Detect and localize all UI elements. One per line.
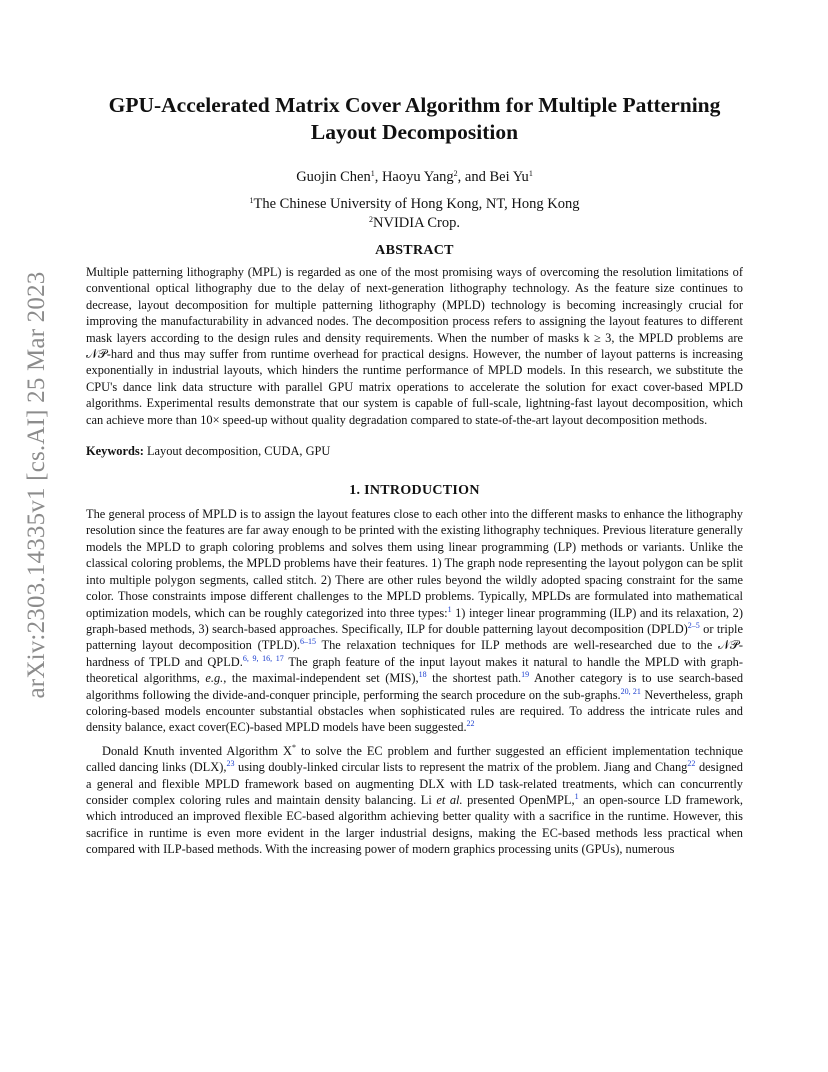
citation-link[interactable]: 1 — [574, 791, 579, 801]
keywords-value: Layout decomposition, CUDA, GPU — [146, 444, 331, 459]
citation-link[interactable]: 6–15 — [299, 637, 316, 647]
abstract-heading: ABSTRACT — [375, 243, 454, 258]
author-name: Bei Yu — [489, 169, 529, 185]
paragraph-text-run: The relaxation techniques for ILP methods are well-researched due to the 𝒩𝒫-hardness of TPLD and QPLD. — [86, 638, 743, 669]
citation-link[interactable]: 18 — [418, 670, 427, 680]
keywords-label: Keywords: — [86, 444, 144, 459]
citation-link[interactable]: 23 — [226, 759, 235, 769]
paper-title: GPU-Accelerated Matrix Cover Algorithm for Multiple Patterning Layout Decomposition — [108, 93, 721, 144]
paragraph-text-run: Donald Knuth invented Algorithm X — [102, 743, 292, 758]
section-heading-introduction: 1. INTRODUCTION — [349, 483, 480, 499]
author-name: Haoyu Yang — [381, 169, 454, 185]
citation-link[interactable]: 19 — [521, 670, 530, 680]
citation-link[interactable]: 2–5 — [687, 620, 700, 630]
arxiv-id-text: arXiv:2303.14335v1 [cs.AI] 25 Mar 2023 — [23, 271, 50, 699]
affiliation-list — [86, 195, 743, 233]
paragraph-text-run: the shortest path. — [426, 671, 522, 686]
abstract-text: Multiple patterning lithography (MPL) is regarded as one of the most promising ways of overcoming the resolution limitations of conventional optical lithography due to the delay of next-generation lithography technology. As the feature size continues to decrease, layout decomposition for multiple patterning lithography (MPLD) technology is becoming increasingly crucial for improving the manufacturability in advanced nodes. The decomposition process refers to assigning the layout features to different mask layers according to the design rules and density requirements. When the number of masks k ≥ 3, the MPLD problems are 𝒩𝒫-hard and thus may suffer from runtime overhead for practical designs. However, the number of layout patterns is increasing exponentially in industrial layouts, which hinders the runtime performance of MPLD models. In this research, we substitute the CPU's dance link data structure with parallel GPU matrix operations to accelerate the solution for exact cover-based MPLD algorithms. Experimental results demonstrate that our system is capable of full-scale, lightning-fast layout decomposition, which can achieve more than 10× speed-up without quality degradation compared to state-of-the-art layout decomposition methods. — [86, 265, 743, 427]
paragraph-text-run: The graph feature of the input layout makes it natural to handle the MPLD with graph-theoretical algorithms, — [86, 654, 743, 686]
paragraph-text-run: using doubly-linked circular lists to represent the matrix of the problem. Jiang and Chang — [234, 760, 688, 775]
paragraph-text-run: an open-source LD framework, which introduced an improved flexible EC-based algorithm achieving better quality with a sacrifice in the runtime. However, this sacrifice in runtime is even more evident in the larger industrial designs, making the EC-based methods less practical when compared with ILP-based methods. With the increasing power of modern graphics processing units (GPUs), numerous — [86, 792, 743, 857]
affiliation-line — [86, 214, 743, 233]
author-affiliation-mark: 2 — [453, 169, 458, 178]
keywords-line — [86, 444, 743, 459]
paper-page — [86, 92, 743, 858]
paragraph-text-run: or triple patterning layout decomposition (TPLD). — [86, 621, 743, 653]
author-affiliation-mark: 1 — [370, 169, 375, 178]
author-affiliation-mark: 1 — [528, 169, 533, 178]
author-name: Guojin Chen — [296, 169, 371, 185]
italic-text: e.g. — [205, 671, 224, 686]
paragraph-text-run: to solve the EC problem and further suggested an efficient implementation technique called dancing links (DLX), — [86, 743, 743, 775]
citation-link[interactable]: 22 — [687, 759, 696, 769]
citation-link[interactable]: 6, 9, 16, 17 — [242, 653, 284, 663]
intro-paragraph-1 — [86, 506, 743, 736]
italic-text: et al. — [436, 792, 463, 807]
intro-paragraph-2 — [86, 743, 743, 858]
paragraph-text-run: , the maximal-independent set (MIS), — [223, 671, 419, 686]
affiliation-mark: 2 — [369, 215, 373, 224]
affiliation-text: The Chinese University of Hong Kong, NT, Hong Kong — [253, 196, 580, 212]
affiliation-line — [86, 195, 743, 214]
citation-link[interactable]: 1 — [447, 604, 452, 614]
paragraph-text-run: Another category is to use search-based algorithms following the divide-and-conquer principle, performing the search procedure on the sub-graphs. — [86, 671, 744, 702]
paragraph-text-run: presented OpenMPL, — [462, 792, 575, 807]
superscript-mark: * — [291, 742, 296, 752]
paragraph-text-run: Nevertheless, graph coloring-based models encounter substantial obstacles when sophisticated rules are required. To address the intricate rules and density balance, exact cover(EC)-based MPLD models have been suggested. — [86, 687, 743, 735]
paragraph-text-run: The general process of MPLD is to assign the layout features close to each other into the different masks to enhance the lithography resolution since the features are far away enough to be printed with the existing lithography techniques. Previous literature generally models the MPLD to graph coloring problems and solves them using linear programming (LP) methods or variants. Unlike the classical coloring problems, the MPLD problems have their features. 1) The graph node representing the layout polygon can be split into multiple polygon segments, called stitch. 2) There are other rules beyond the wildly adopted spacing constraint for the same color. Those constraints impose different challenges to the MPLD problems. Typically, MPLDs are formulated into mathematical optimization models, which can be roughly categorized into three types: — [86, 507, 743, 620]
arxiv-identifier-sidebar — [17, 271, 57, 699]
paragraph-text-run: 1) integer linear programming (ILP) and its relaxation, 2) graph-based methods, 3) search-based approaches. Specifically, ILP for double patterning layout decomposition (DPLD) — [86, 605, 743, 636]
citation-link[interactable]: 20, 21 — [620, 686, 641, 696]
citation-link[interactable]: 22 — [466, 719, 475, 729]
paragraph-text-run: designed a general and flexible MPLD framework based on augmenting DLX with LD task-related treatments, which can concurrently consider complex coloring rules and maintain density balancing. Li — [86, 760, 743, 807]
author-list: Guojin Chen$^1$, Haoyu Yang$^2$, and Bei Yu$^1$ — [296, 169, 533, 185]
affiliation-mark: 1 — [249, 196, 254, 205]
affiliation-text: NVIDIA Crop. — [373, 215, 460, 231]
